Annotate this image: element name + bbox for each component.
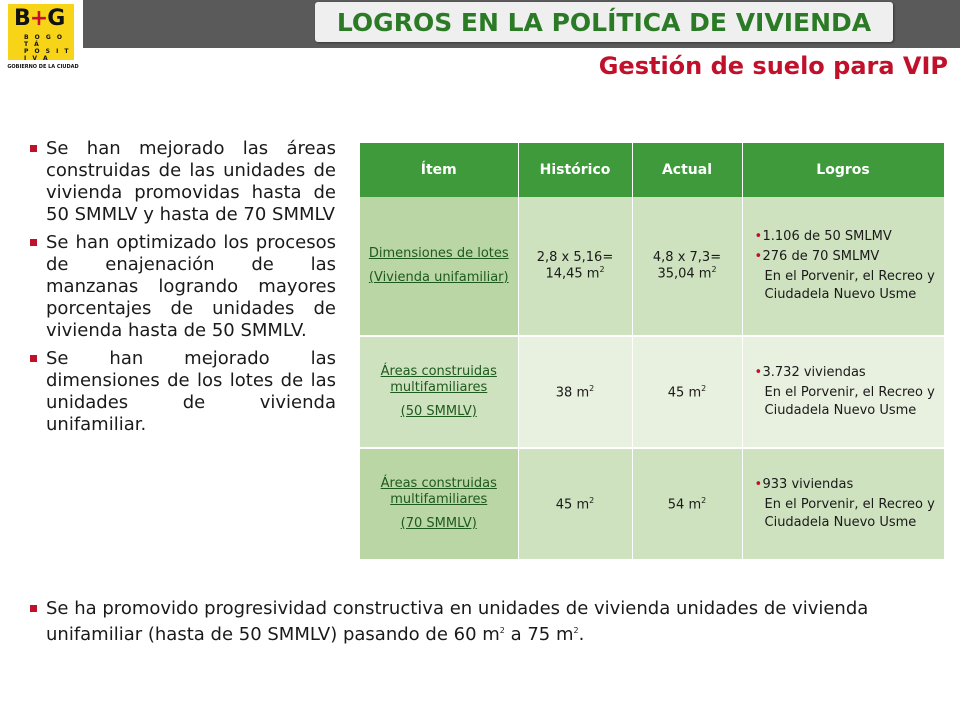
logo-badge <box>8 4 74 60</box>
square-bullet-icon <box>30 355 37 362</box>
dot-bullet-icon: • <box>754 249 763 264</box>
square-bullet-icon <box>30 239 37 246</box>
header-item: Ítem <box>360 143 518 197</box>
row-historico: 45 $m^2$ <box>518 448 632 560</box>
table-header-row <box>360 143 944 197</box>
row-actual: 4,8 x 7,3= 35,04 $m^2$ <box>632 197 742 336</box>
table-row <box>360 336 944 448</box>
row-item: Áreas construidas multifamiliares (70 SMMLV) <box>360 448 518 560</box>
row-actual: 45 $m^2$ <box>632 336 742 448</box>
title-box <box>315 2 893 42</box>
logro-note: En el Porvenir, el Recreo y Ciudadela Nuevo Usme <box>764 497 935 530</box>
row-historico: 2,8 x 5,16= 14,45 $m^2$ <box>518 197 632 336</box>
left-bullet-list <box>28 138 336 442</box>
logo-subtitle: B O G O T Á P O S I T I V A <box>24 34 71 62</box>
title-bar <box>83 0 960 48</box>
logro-note: En el Porvenir, el Recreo y Ciudadela Nuevo Usme <box>764 269 935 302</box>
logro-item: • 933 viviendas <box>754 477 854 492</box>
row-logros <box>742 197 944 336</box>
row-logros <box>742 336 944 448</box>
logro-item: • 1.106 de 50 SMLMV <box>754 229 892 244</box>
page-subtitle: Gestión de suelo para VIP <box>598 52 948 80</box>
table-row <box>360 197 944 336</box>
page-title: LOGROS EN LA POLÍTICA DE VIVIENDA <box>336 8 872 37</box>
logo-footer: GOBIERNO DE LA CIUDAD <box>7 64 79 70</box>
vivienda-table <box>360 143 945 561</box>
bottom-bullet-list <box>28 598 938 646</box>
bullet-item: Se ha promovido progresividad constructiva en unidades de vivienda unidades de vivienda unifamiliar (hasta de 50 SMMLV) pasando de 60 $m^2$ a 75 $m^2$. <box>28 598 938 646</box>
bullet-item: Se han mejorado las áreas construidas de las unidades de vivienda promovidas hasta de 50 SMMLV y hasta de 70 SMMLV <box>28 138 336 226</box>
dot-bullet-icon: • <box>754 477 763 492</box>
header-actual: Actual <box>632 143 742 197</box>
dot-bullet-icon: • <box>754 365 763 380</box>
dot-bullet-icon: • <box>754 229 763 244</box>
logro-item: • 3.732 viviendas <box>754 365 866 380</box>
row-logros <box>742 448 944 560</box>
row-item: Dimensiones de lotes (Vivienda unifamiliar) <box>360 197 518 336</box>
logro-item: • 276 de 70 SMLMV <box>754 249 880 264</box>
logo-letters: B+G <box>14 6 65 31</box>
bullet-item: Se han mejorado las dimensiones de los lotes de las unidades de vivienda unifamiliar. <box>28 348 336 436</box>
header-historico: Histórico <box>518 143 632 197</box>
header-logros: Logros <box>742 143 944 197</box>
row-item: Áreas construidas multifamiliares (50 SMMLV) <box>360 336 518 448</box>
bullet-item: Se han optimizado los procesos de enajenación de las manzanas logrando mayores porcentajes de unidades de vivienda hasta de 50 SMMLV. <box>28 232 336 342</box>
square-bullet-icon <box>30 605 37 612</box>
plus-icon: + <box>29 6 48 31</box>
square-bullet-icon <box>30 145 37 152</box>
logro-note: En el Porvenir, el Recreo y Ciudadela Nuevo Usme <box>764 385 935 418</box>
bogota-positiva-logo <box>6 4 79 72</box>
row-actual: 54 $m^2$ <box>632 448 742 560</box>
table-row <box>360 448 944 560</box>
row-historico: 38 $m^2$ <box>518 336 632 448</box>
